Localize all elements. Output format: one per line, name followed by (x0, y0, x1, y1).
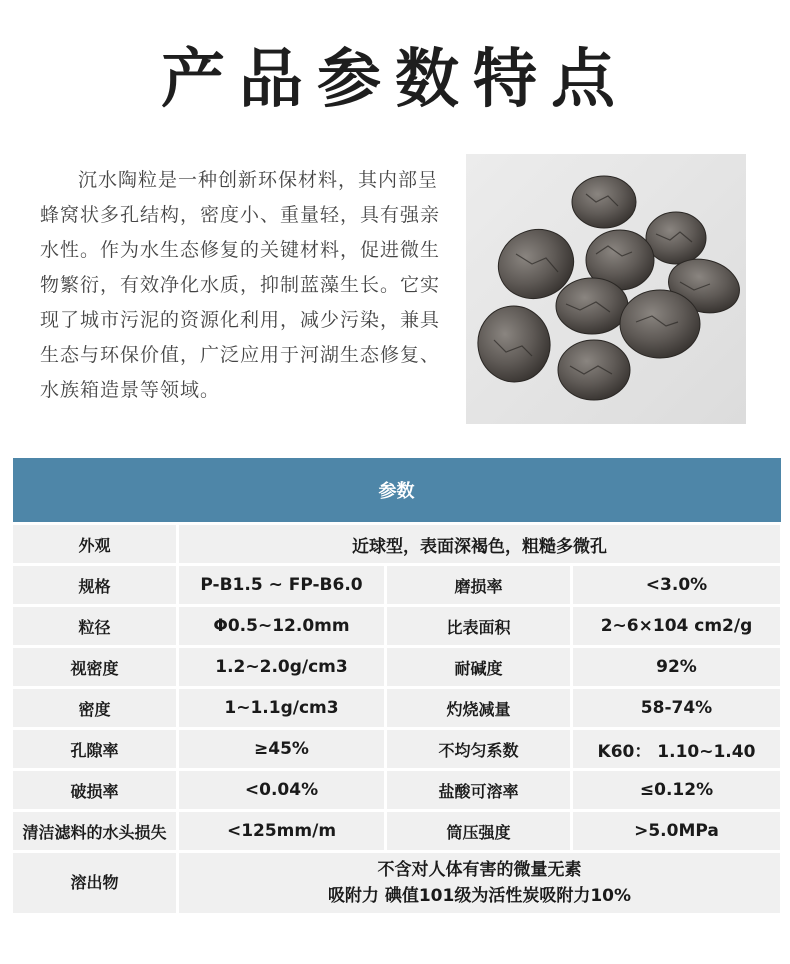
dissolution-label: 溶出物 (12, 852, 178, 915)
param-value: <0.04% (178, 770, 386, 811)
intro-paragraph: 沉水陶粒是一种创新环保材料，其内部呈蜂窝状多孔结构，密度小、重量轻，具有强亲水性。作为水生态修复的关键材料，促进微生物繁衍，有效净化水质，抑制蓝藻生长。它实现了城市污泥的资源化利用，减少污染，兼具生态与环保价值，广泛应用于河湖生态修复、水族箱造景等领域。 (40, 169, 441, 401)
param-label: 比表面积 (386, 606, 572, 647)
param-value: Φ0.5~12.0mm (178, 606, 386, 647)
param-value: <3.0% (572, 565, 782, 606)
table-row (12, 729, 782, 770)
param-label: 不均匀系数 (386, 729, 572, 770)
param-value: 92% (572, 647, 782, 688)
dissolution-line-2: 吸附力 碘值101级为活性炭吸附力10% (327, 886, 632, 906)
param-label: 清洁滤料的水头损失 (12, 811, 178, 852)
param-label: 密度 (12, 688, 178, 729)
param-label: 视密度 (12, 647, 178, 688)
dissolution-line-1: 不含对人体有害的微量无素 (377, 860, 582, 880)
appearance-value: 近球型，表面深褐色，粗糙多微孔 (178, 524, 782, 565)
table-row (12, 811, 782, 852)
param-value: >5.0MPa (572, 811, 782, 852)
table-row (12, 565, 782, 606)
param-label: 盐酸可溶率 (386, 770, 572, 811)
ceramsite-photo (466, 154, 746, 424)
dissolution-value (178, 852, 782, 915)
param-label: 孔隙率 (12, 729, 178, 770)
param-value: 1.2~2.0g/cm3 (178, 647, 386, 688)
param-label: 磨损率 (386, 565, 572, 606)
param-value: 2~6×104 cm2/g (572, 606, 782, 647)
parameters-table (10, 456, 783, 916)
table-row (12, 606, 782, 647)
appearance-label: 外观 (12, 524, 178, 565)
param-label: 筒压强度 (386, 811, 572, 852)
param-value: 1~1.1g/cm3 (178, 688, 386, 729)
table-row (12, 524, 782, 565)
table-header: 参数 (12, 457, 782, 524)
param-label: 规格 (12, 565, 178, 606)
table-row (12, 852, 782, 915)
table-row (12, 647, 782, 688)
param-label: 粒径 (12, 606, 178, 647)
table-row (12, 770, 782, 811)
param-value: 58-74% (572, 688, 782, 729)
param-value: ≥45% (178, 729, 386, 770)
param-label: 破损率 (12, 770, 178, 811)
param-value: ≤0.12% (572, 770, 782, 811)
page-title: 产品参数特点 (161, 43, 629, 117)
param-value: <125mm/m (178, 811, 386, 852)
param-label: 灼烧减量 (386, 688, 572, 729)
param-value: P-B1.5 ~ FP-B6.0 (178, 565, 386, 606)
param-value: K60： 1.10~1.40 (572, 729, 782, 770)
param-label: 耐碱度 (386, 647, 572, 688)
table-row (12, 688, 782, 729)
